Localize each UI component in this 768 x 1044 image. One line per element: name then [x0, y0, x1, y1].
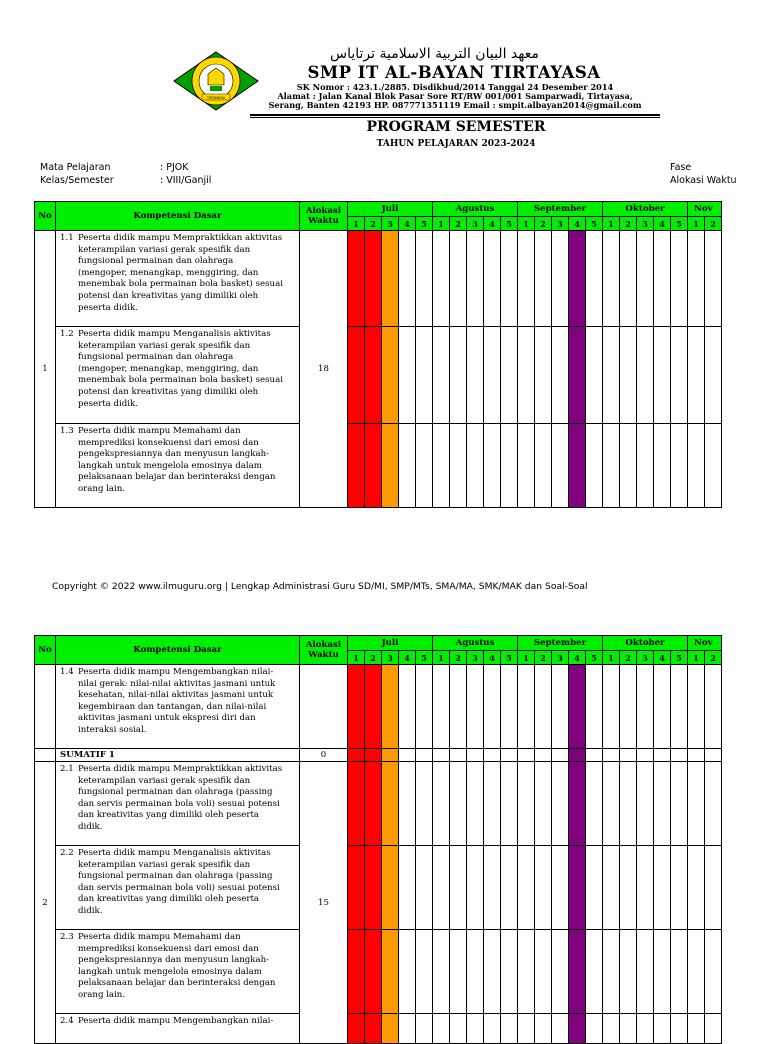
school-details	[250, 83, 660, 110]
week-cell: 4	[569, 651, 586, 665]
address-line: Alamat : Jalan Kanal Blok Pasar Sore RT/RW 001/001 Samparwadi, Tirtayasa,	[277, 91, 633, 101]
copyright-footer: Copyright © 2022 www.ilmuguru.org | Lengkap Administrasi Guru SD/MI, SMP/MTs, SMA/MA, SMK/MAK dan Soal-Soal	[52, 581, 588, 592]
week-cell: 5	[671, 217, 688, 231]
week-cell: 3	[382, 651, 399, 665]
table-row	[35, 327, 722, 424]
col-kd: Kompetensi Dasar	[56, 202, 300, 231]
col-kd: Kompetensi Dasar	[56, 636, 300, 665]
school-logo	[170, 50, 262, 112]
week-cell: 3	[552, 651, 569, 665]
week-cell: 5	[671, 651, 688, 665]
week-cell: 1	[688, 217, 705, 231]
kd-cell: 2.4 Peserta didik mampu Mengembangkan nilai-	[56, 1014, 300, 1044]
sumatif-label: SUMATIF 1	[56, 749, 300, 762]
sk-line: SK Nomor : 423.1./2885. Disdikbud/2014 Tanggal 24 Desember 2014	[296, 82, 614, 92]
sumatif-value: 0	[300, 749, 348, 762]
week-cell: 2	[365, 651, 382, 665]
arabic-name: معهد البيان التربية الاسلامية ترتاياس	[330, 46, 539, 62]
city-line: Serang, Banten 42193 HP. 087771351119 Email : smpit.albayan2014@gmail.com	[268, 100, 642, 110]
week-cell: 5	[416, 651, 433, 665]
week-cell: 3	[382, 217, 399, 231]
month-oktober: Oktober	[603, 636, 688, 651]
kd-cell: 2.1 Peserta didik mampu Mempraktikkan aktivitas keterampilan variasi gerak spesifik dan fungsional permainan dan olahraga (passing dan servis permainan bola voli) sesuai potensi dan kreativitas yang dimiliki oleh peserta didik.	[56, 762, 300, 846]
week-cell: 5	[416, 217, 433, 231]
week-cell: 4	[654, 651, 671, 665]
week-cell: 4	[484, 651, 501, 665]
week-cell: 1	[348, 217, 365, 231]
info-right	[670, 161, 737, 187]
table-row	[35, 762, 722, 846]
week-cell: 1	[433, 651, 450, 665]
month-agustus: Agustus	[433, 636, 518, 651]
week-cell: 4	[569, 217, 586, 231]
page-title: PROGRAM SEMESTER	[366, 119, 546, 135]
schedule-table-2	[34, 635, 722, 1044]
week-cell: 3	[467, 651, 484, 665]
info-values	[160, 161, 211, 187]
week-cell: 2	[450, 651, 467, 665]
kd-cell: 2.2 Peserta didik mampu Menganalisis aktivitas keterampilan variasi gerak spesifik dan fungsional permainan dan olahraga (passing dan servis permainan bola voli) sesuai potensi dan kreativitas yang dimiliki oleh peserta didik.	[56, 846, 300, 930]
table-row	[35, 1014, 722, 1044]
month-nov: Nov	[688, 202, 722, 217]
month-oktober: Oktober	[603, 202, 688, 217]
kd-cell: 1.2 Peserta didik mampu Menganalisis aktivitas keterampilan variasi gerak spesifik dan fungsional permainan dan olahraga (mengoper, menangkap, menggiring, dan menembak bola permainan bola basket) sesuai potensi dan kreativitas yang dimiliki oleh peserta didik.	[56, 327, 300, 424]
week-cell: 2	[620, 217, 637, 231]
kelas-value: : VIII/Ganjil	[160, 175, 212, 186]
month-agustus: Agustus	[433, 202, 518, 217]
week-cell: 3	[467, 217, 484, 231]
week-cell: 1	[603, 651, 620, 665]
header-rule	[250, 114, 660, 116]
week-cell: 4	[654, 217, 671, 231]
col-no: No	[35, 202, 56, 231]
week-cell: 5	[501, 651, 518, 665]
kd-cell: 2.3 Peserta didik mampu Memahami dan memprediksi konsekuensi dari emosi dan pengekspresiannya dan menyusun langkah-langkah untuk mengelola emosinya dalam pelaksanaan belajar dan berinteraksi dengan orang lain.	[56, 930, 300, 1014]
week-cell: 2	[365, 217, 382, 231]
alokasi-value: 15	[300, 762, 348, 1044]
week-cell: 2	[535, 217, 552, 231]
school-name: SMP IT AL-BAYAN TIRTAYASA	[307, 63, 601, 82]
kelas-label: Kelas/Semester	[40, 175, 114, 186]
table-row	[35, 665, 722, 749]
alokasi-value: 18	[300, 231, 348, 508]
month-juli: Juli	[348, 636, 433, 651]
col-no: No	[35, 636, 56, 665]
week-cell: 3	[637, 651, 654, 665]
month-juli: Juli	[348, 202, 433, 217]
mapel-value: : PJOK	[160, 162, 189, 173]
table-row	[35, 846, 722, 930]
week-cell: 2	[450, 217, 467, 231]
week-cell: 2	[705, 651, 722, 665]
kd-cell: 1.3 Peserta didik mampu Memahami dan memprediksi konsekuensi dari emosi dan pengekspresiannya dan menyusun langkah-langkah untuk mengelola emosinya dalam pelaksanaan belajar dan berinteraksi dengan orang lain.	[56, 424, 300, 508]
table-row	[35, 930, 722, 1014]
week-cell: 1	[518, 651, 535, 665]
week-cell: 4	[399, 651, 416, 665]
mapel-label: Mata Pelajaran	[40, 162, 111, 173]
sumatif-row	[35, 749, 722, 762]
kd-cell: 1.1 Peserta didik mampu Mempraktikkan aktivitas keterampilan variasi gerak spesifik dan fungsional permainan dan olahraga (mengoper, menangkap, menggiring, dan menembak bola permainan bola basket) sesuai potensi dan kreativitas yang dimiliki oleh peserta didik.	[56, 231, 300, 327]
week-cell: 2	[620, 651, 637, 665]
week-cell: 1	[518, 217, 535, 231]
info-labels	[40, 161, 114, 187]
logo-text: TIRTAYASA	[206, 96, 226, 100]
letterhead	[0, 44, 768, 118]
week-cell: 5	[586, 651, 603, 665]
col-alokasi: Alokasi Waktu	[300, 636, 348, 665]
week-cell: 4	[484, 217, 501, 231]
week-cell: 2	[705, 217, 722, 231]
week-cell: 2	[535, 651, 552, 665]
month-september: September	[518, 202, 603, 217]
week-cell: 5	[501, 217, 518, 231]
week-cell: 3	[637, 217, 654, 231]
kd-cell: 1.4 Peserta didik mampu Mengembangkan nilai-nilai gerak: nilai-nilai aktivitas jasmani untuk kesehatan, nilai-nilai aktivitas jasmani untuk kegembiraan dan tantangan, dan nilai-nilai aktivitas jasmani untuk ekspresi diri dan interaksi sosial.	[56, 665, 300, 749]
schedule-table-1	[34, 201, 722, 508]
month-nov: Nov	[688, 636, 722, 651]
kd-number: 2	[35, 762, 56, 1044]
table-row	[35, 231, 722, 327]
week-cell: 1	[603, 217, 620, 231]
col-alokasi: Alokasi Waktu	[300, 202, 348, 231]
week-cell: 1	[348, 651, 365, 665]
fase-label: Fase	[670, 162, 692, 173]
alokasi-label: Alokasi Waktu	[670, 175, 737, 186]
week-cell: 3	[552, 217, 569, 231]
week-cell: 1	[688, 651, 705, 665]
month-september: September	[518, 636, 603, 651]
kd-number: 1	[35, 231, 56, 508]
table-row	[35, 424, 722, 508]
week-cell: 5	[586, 217, 603, 231]
week-cell: 1	[433, 217, 450, 231]
header-rule-thin	[250, 117, 660, 118]
page-subtitle: TAHUN PELAJARAN 2023-2024	[376, 139, 536, 149]
week-cell: 4	[399, 217, 416, 231]
